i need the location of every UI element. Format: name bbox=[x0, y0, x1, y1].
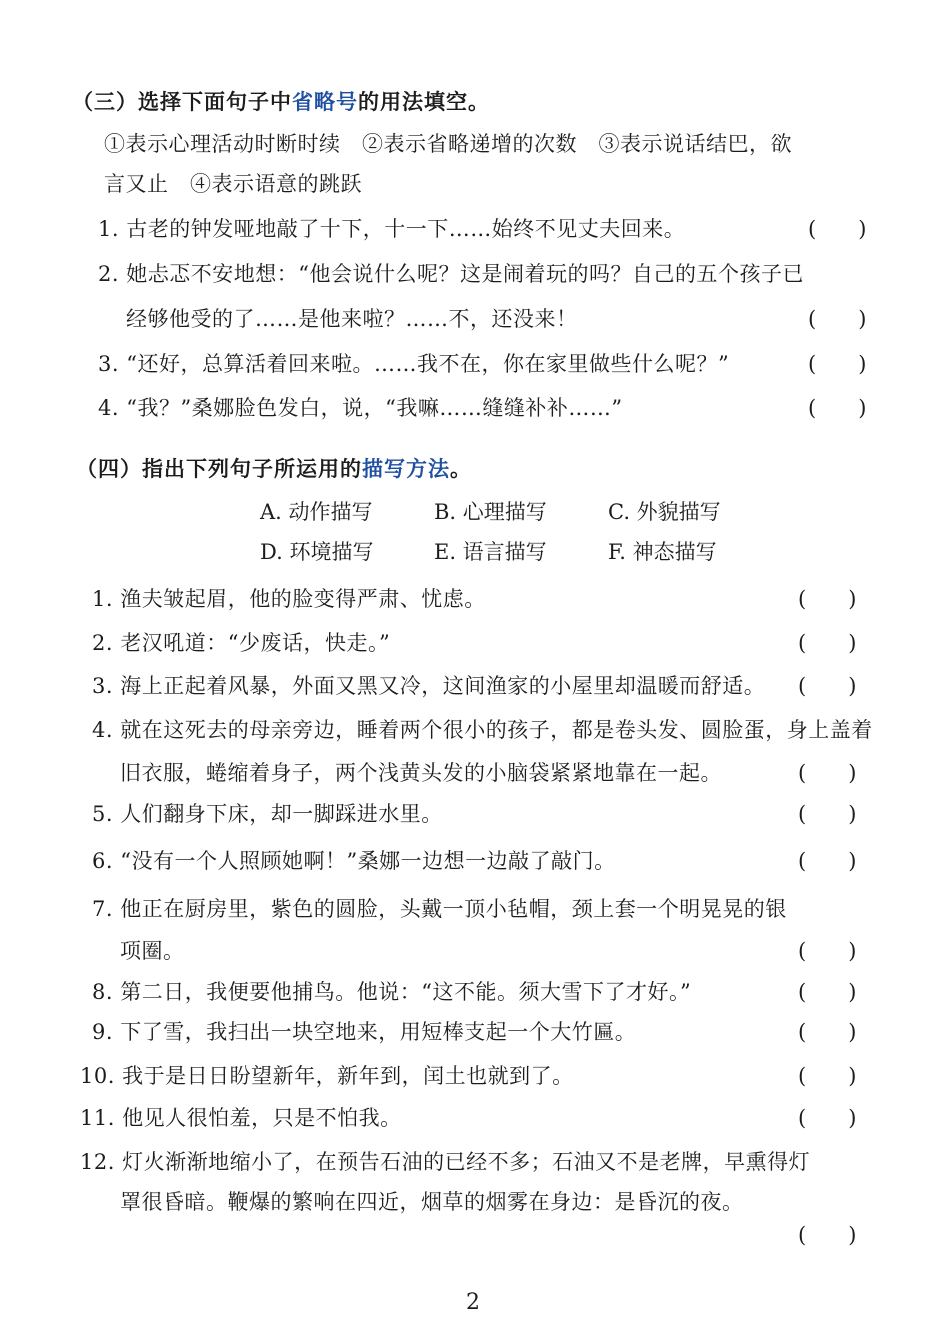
section3-item-2: 2. 她忐忑不安地想：“他会说什么呢？这是闹着玩的吗？自己的五个孩子已 bbox=[98, 262, 804, 286]
section3-options-line1: ①表示心理活动时断时续 ②表示省略递增的次数 ③表示说话结巴，欲 bbox=[104, 132, 792, 156]
answer-blank-s4-10[interactable]: ( ) bbox=[798, 1064, 857, 1088]
answer-blank-s4-12[interactable]: ( ) bbox=[798, 1223, 857, 1247]
section4-item-1: 1. 渔夫皱起眉，他的脸变得严肃、忧虑。 bbox=[92, 587, 486, 611]
option-d: D. 环境描写 bbox=[260, 540, 374, 564]
option-b: B. 心理描写 bbox=[434, 500, 547, 524]
section4-heading-pre: （四）指出下列句子所运用的 bbox=[76, 457, 362, 481]
option-a: A. 动作描写 bbox=[260, 500, 373, 524]
answer-blank-s4-1[interactable]: ( ) bbox=[798, 587, 857, 611]
option-e: E. 语言描写 bbox=[434, 540, 547, 564]
section3-heading bbox=[72, 86, 490, 116]
section4-heading-highlight: 描写方法 bbox=[362, 457, 450, 481]
section4-item-7: 7. 他正在厨房里，紫色的圆脸，头戴一顶小毡帽，颈上套一个明晃晃的银 bbox=[92, 897, 787, 921]
section4-item-7-cont: 项圈。 bbox=[120, 939, 185, 963]
answer-blank-s4-4[interactable]: ( ) bbox=[798, 761, 857, 785]
answer-blank-s3-3[interactable]: ( ) bbox=[808, 352, 867, 376]
section3-item-2-cont: 经够他受的了……是他来啦？……不，还没来！ bbox=[126, 307, 578, 331]
answer-blank-s3-4[interactable]: ( ) bbox=[808, 396, 867, 420]
section4-item-4-cont: 旧衣服，蜷缩着身子，两个浅黄头发的小脑袋紧紧地靠在一起。 bbox=[120, 761, 722, 785]
section4-heading-post: 。 bbox=[450, 457, 472, 481]
section4-item-4: 4. 就在这死去的母亲旁边，睡着两个很小的孩子，都是卷头发、圆脸蛋，身上盖着 bbox=[92, 718, 873, 742]
answer-blank-s4-8[interactable]: ( ) bbox=[798, 980, 857, 1004]
section4-item-12-cont: 罩很昏暗。鞭爆的繁响在四近，烟草的烟雾在身边：是昏沉的夜。 bbox=[120, 1190, 744, 1214]
option-c: C. 外貌描写 bbox=[608, 500, 721, 524]
answer-blank-s3-1[interactable]: ( ) bbox=[808, 217, 867, 241]
section4-item-3: 3. 海上正起着风暴，外面又黑又冷，这间渔家的小屋里却温暖而舒适。 bbox=[92, 674, 766, 698]
section3-heading-post: 的用法填空。 bbox=[358, 90, 490, 114]
section4-item-2: 2. 老汉吼道：“少废话，快走。” bbox=[92, 631, 391, 655]
section4-item-5: 5. 人们翻身下床，却一脚踩进水里。 bbox=[92, 802, 443, 826]
answer-blank-s4-9[interactable]: ( ) bbox=[798, 1020, 857, 1044]
section4-item-9: 9. 下了雪，我扫出一块空地来，用短棒支起一个大竹匾。 bbox=[92, 1020, 637, 1044]
section3-item-4: 4. “我？”桑娜脸色发白，说，“我嘛……缝缝补补……” bbox=[98, 396, 623, 420]
answer-blank-s4-5[interactable]: ( ) bbox=[798, 802, 857, 826]
answer-blank-s4-3[interactable]: ( ) bbox=[798, 674, 857, 698]
section4-item-8: 8. 第二日，我便要他捕鸟。他说：“这不能。须大雪下了才好。” bbox=[92, 980, 692, 1004]
section4-item-11: 11. 他见人很怕羞，只是不怕我。 bbox=[80, 1106, 402, 1130]
section4-heading bbox=[76, 453, 472, 483]
section4-item-6: 6. “没有一个人照顾她啊！”桑娜一边想一边敲了敲门。 bbox=[92, 849, 616, 873]
page-number: 2 bbox=[466, 1290, 480, 1315]
section4-item-10: 10. 我于是日日盼望新年，新年到，闰土也就到了。 bbox=[80, 1064, 574, 1088]
answer-blank-s4-6[interactable]: ( ) bbox=[798, 849, 857, 873]
answer-blank-s4-2[interactable]: ( ) bbox=[798, 631, 857, 655]
section3-heading-pre: （三）选择下面句子中 bbox=[72, 90, 292, 114]
section3-item-3: 3. “还好，总算活着回来啦。……我不在，你在家里做些什么呢？” bbox=[98, 352, 730, 376]
section4-item-12: 12. 灯火渐渐地缩小了，在预告石油的已经不多；石油又不是老牌，早熏得灯 bbox=[80, 1150, 811, 1174]
answer-blank-s4-11[interactable]: ( ) bbox=[798, 1106, 857, 1130]
section3-heading-highlight: 省略号 bbox=[292, 90, 358, 114]
option-f: F. 神态描写 bbox=[608, 540, 717, 564]
section3-options-line2: 言又止 ④表示语意的跳跃 bbox=[104, 172, 362, 196]
answer-blank-s3-2[interactable]: ( ) bbox=[808, 307, 867, 331]
section3-item-1: 1. 古老的钟发哑地敲了十下，十一下……始终不见丈夫回来。 bbox=[98, 217, 686, 241]
answer-blank-s4-7[interactable]: ( ) bbox=[798, 939, 857, 963]
